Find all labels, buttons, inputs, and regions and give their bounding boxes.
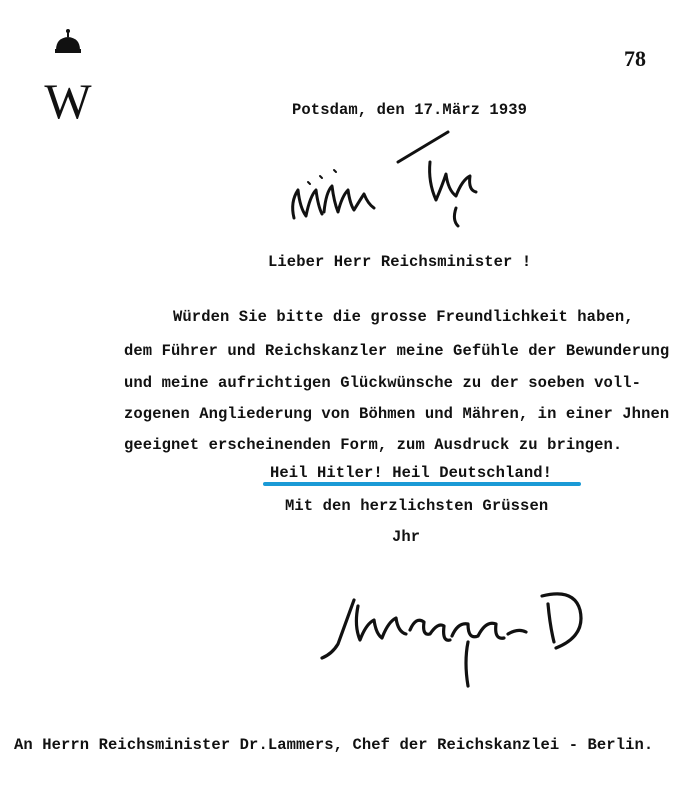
closing-pronoun: Jhr xyxy=(392,528,421,546)
recipient-address: An Herrn Reichsminister Dr.Lammers, Chef der Reichskanzlei - Berlin. xyxy=(14,736,654,754)
body-line-4: zogenen Angliederung von Böhmen und Mähren, in einer Jhnen xyxy=(124,405,670,423)
body-line-5: geeignet erscheinenden Form, zum Ausdruck zu bringen. xyxy=(124,436,623,454)
body-line-1: Würden Sie bitte die grosse Freundlichkeit haben, xyxy=(173,308,634,326)
handwritten-signature xyxy=(318,582,598,702)
body-line-2: dem Führer und Reichskanzler meine Gefühle der Bewunderung xyxy=(124,342,670,360)
dateline: Potsdam, den 17.März 1939 xyxy=(292,101,528,119)
body-line-3: und meine aufrichtigen Glückwünsche zu der soeben voll- xyxy=(124,374,642,392)
heil-line: Heil Hitler! Heil Deutschland! xyxy=(270,464,553,482)
page-number: 78 xyxy=(624,46,646,71)
closing-line: Mit den herzlichsten Grüssen xyxy=(285,497,549,515)
salutation: Lieber Herr Reichsminister ! xyxy=(268,253,532,271)
handwritten-annotation-mark xyxy=(280,130,500,230)
monogram-letter: W xyxy=(44,73,92,124)
crown-monogram-emblem xyxy=(44,28,92,124)
highlight-underline xyxy=(263,482,581,486)
crown-icon xyxy=(44,28,92,124)
